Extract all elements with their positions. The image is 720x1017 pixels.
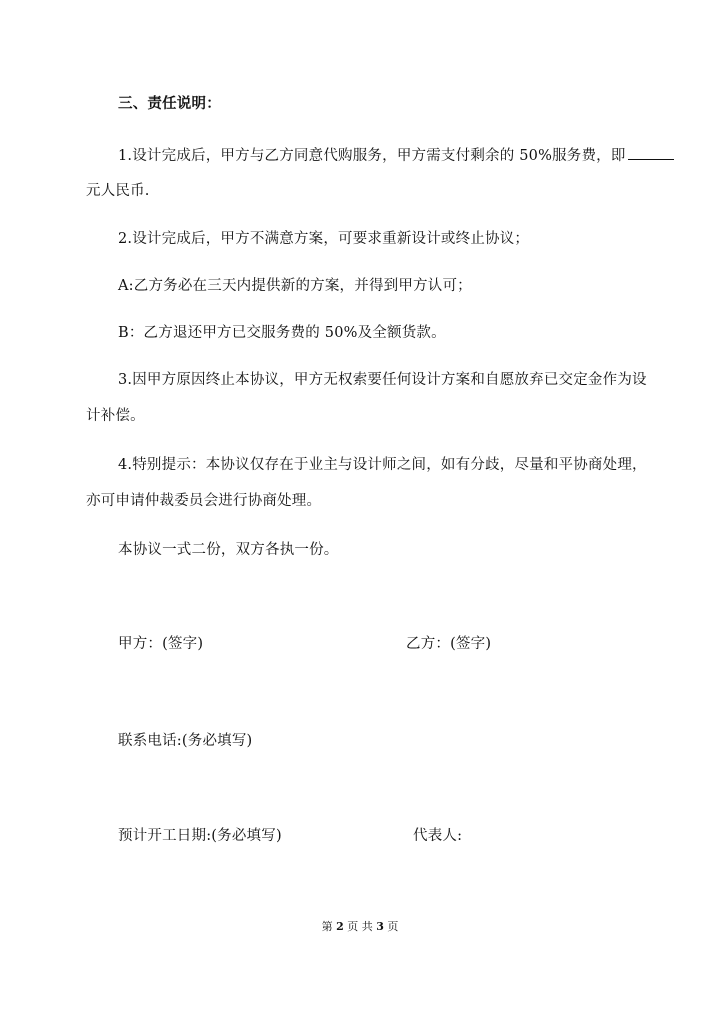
copies-statement: 本协议一式二份，双方各执一份。 — [118, 542, 339, 558]
section-heading: 三、责任说明： — [118, 95, 221, 112]
clause-1-text: 1.设计完成后，甲方与乙方同意代购服务，甲方需支付剩余的 50%服务费，即 — [118, 148, 626, 164]
clause-4-line-2: 亦可申请仲裁委员会进行协商处理。 — [86, 493, 322, 509]
start-date: 预计开工日期:(务必填写) — [118, 828, 282, 844]
footer-current-page: 2 — [336, 920, 344, 933]
clause-3-line-2: 计补偿。 — [86, 408, 145, 424]
page-footer — [0, 920, 720, 934]
amount-blank — [628, 145, 674, 160]
clause-1-line-1 — [118, 145, 674, 166]
party-a-signature: 甲方：(签字) — [118, 636, 204, 652]
clause-2b: B：乙方退还甲方已交服务费的 50%及全额货款。 — [118, 325, 446, 341]
representative: 代表人: — [413, 828, 463, 844]
clause-2: 2.设计完成后，甲方不满意方案，可要求重新设计或终止协议； — [118, 231, 530, 247]
clause-2a: A:乙方务必在三天内提供新的方案，并得到甲方认可； — [118, 278, 472, 294]
clause-3-line-1: 3.因甲方原因终止本协议，甲方无权索要任何设计方案和自愿放弃已交定金作为设 — [118, 372, 647, 388]
footer-suffix: 页 — [387, 920, 399, 933]
clause-1-line-2: 元人民币. — [86, 183, 150, 199]
footer-prefix: 第 — [321, 920, 333, 933]
contact-phone: 联系电话:(务必填写) — [118, 733, 253, 749]
footer-mid: 页 共 — [347, 920, 373, 933]
clause-4-line-1: 4.特别提示：本协议仅存在于业主与设计师之间，如有分歧，尽量和平协商处理， — [118, 457, 647, 473]
footer-total-pages: 3 — [376, 920, 384, 933]
party-b-signature: 乙方：(签字) — [406, 636, 492, 652]
